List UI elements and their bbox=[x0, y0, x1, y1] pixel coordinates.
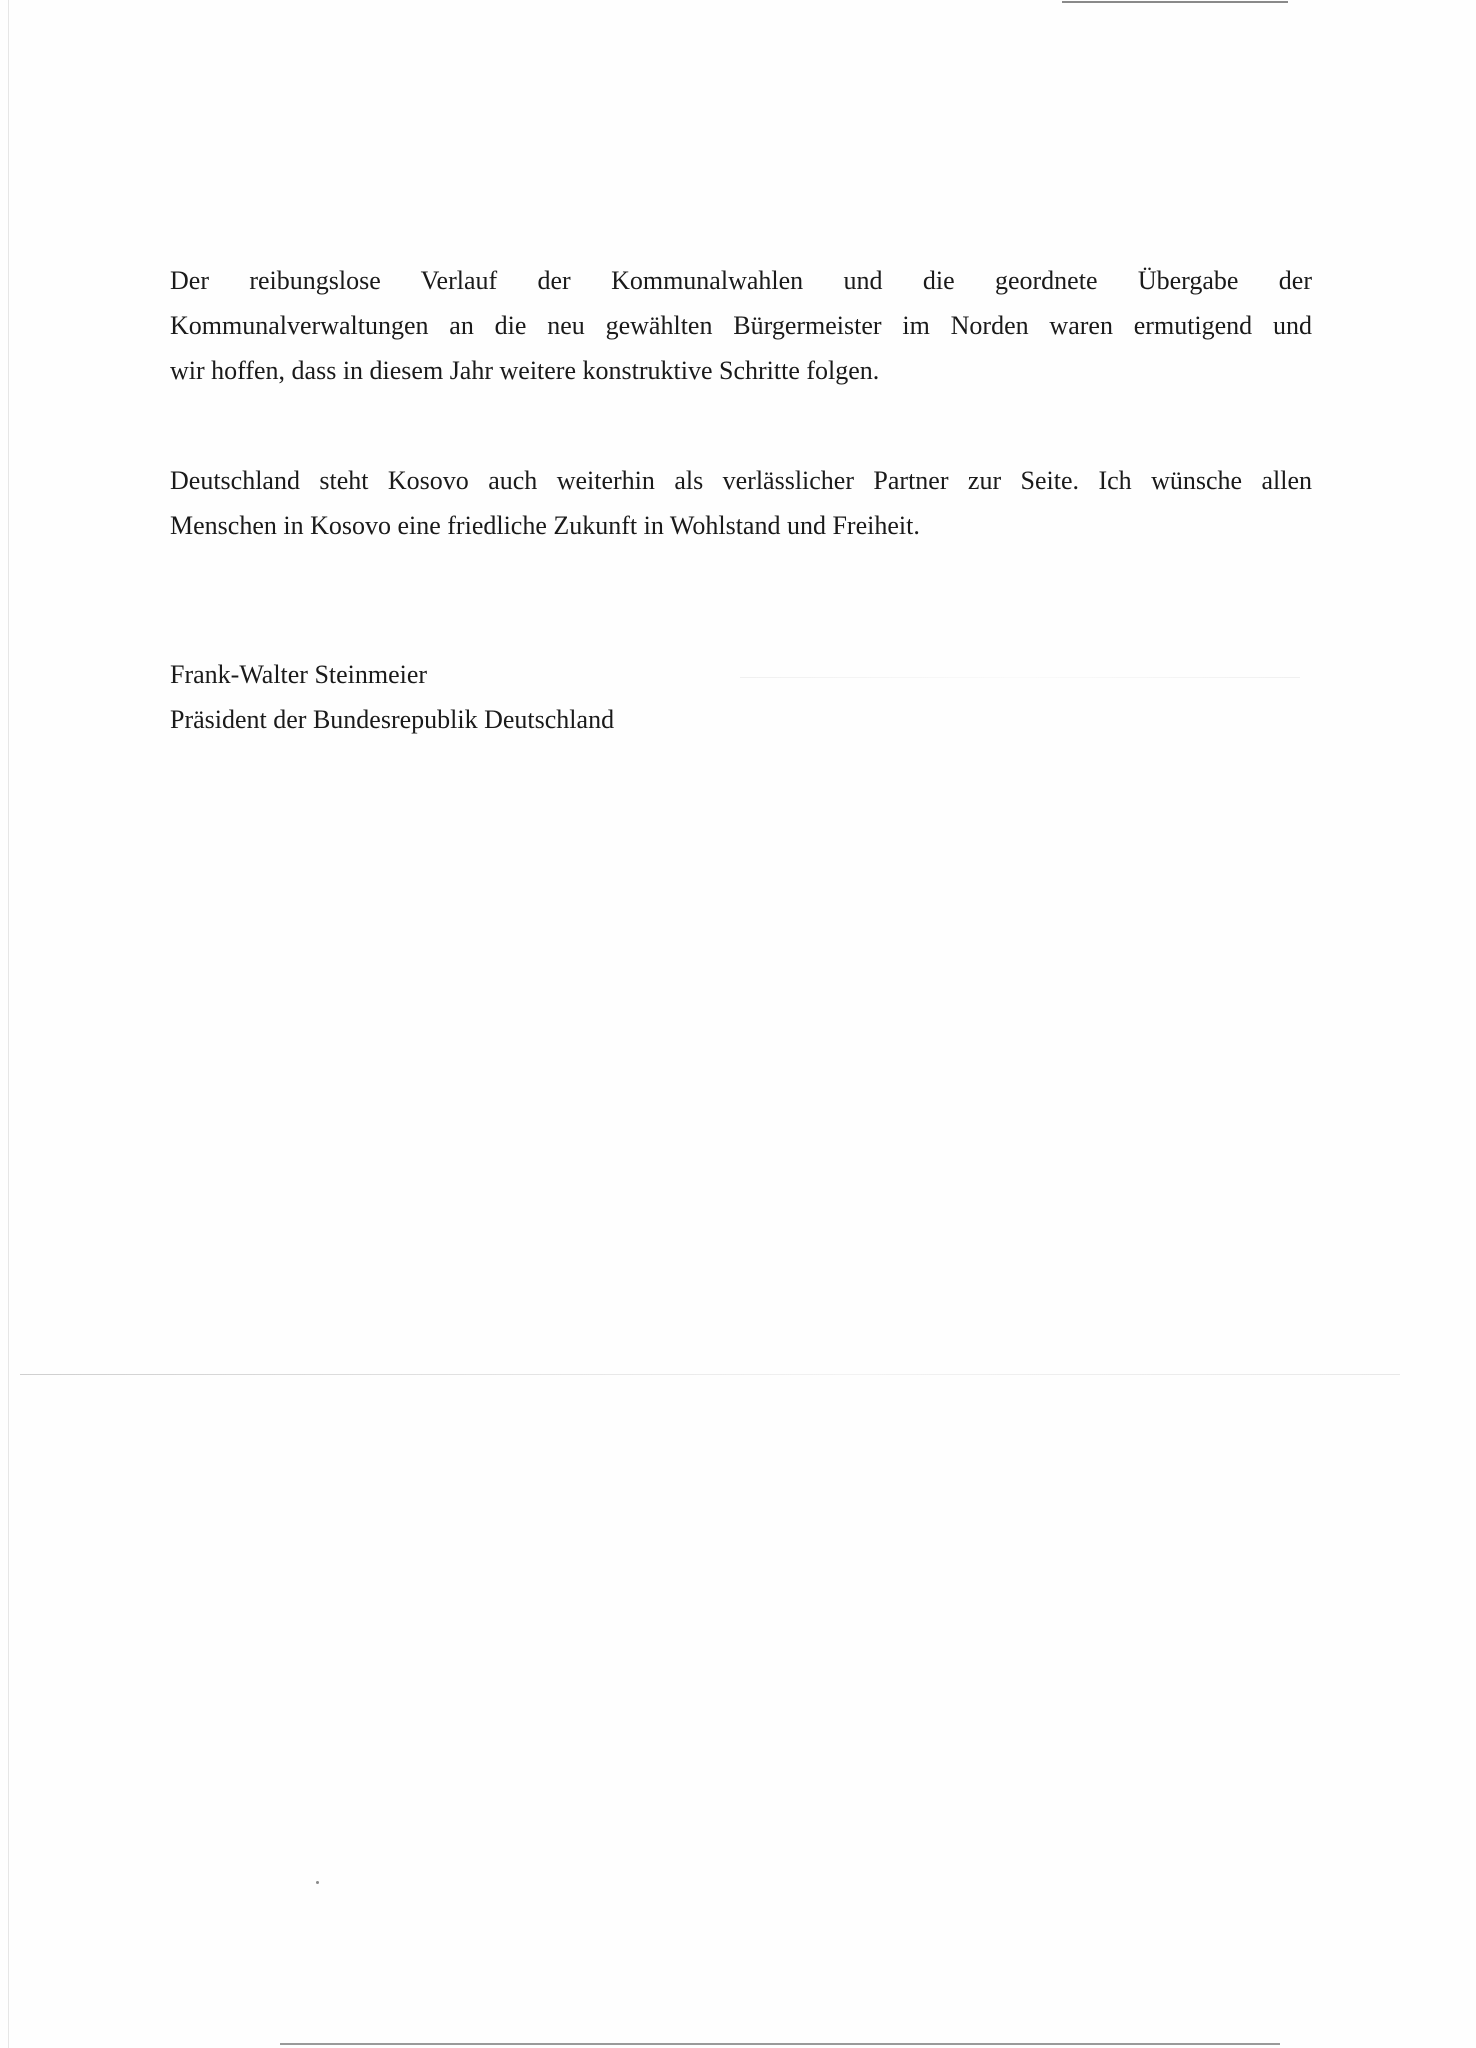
paragraph-line: Der reibungslose Verlauf der Kommunalwahlen und die geordnete Übergabe der bbox=[170, 266, 1312, 295]
scan-top-line-artifact bbox=[1062, 1, 1288, 3]
paragraph-elections bbox=[170, 258, 1312, 393]
scan-bottom-line-artifact bbox=[280, 2043, 1280, 2045]
signature-block bbox=[170, 652, 614, 742]
paragraph-line: Deutschland steht Kosovo auch weiterhin als verlässlicher Partner zur Seite. Ich wünsche allen bbox=[170, 466, 1312, 495]
paragraph-line: Menschen in Kosovo eine friedliche Zukunft in Wohlstand und Freiheit. bbox=[170, 511, 920, 540]
signatory-name: Frank-Walter Steinmeier bbox=[170, 660, 428, 689]
paragraph-line: wir hoffen, dass in diesem Jahr weitere konstruktive Schritte folgen. bbox=[170, 356, 880, 385]
scan-dot-artifact bbox=[316, 1881, 319, 1884]
signatory-title: Präsident der Bundesrepublik Deutschland bbox=[170, 705, 615, 734]
scan-faint-line-artifact bbox=[740, 677, 1300, 678]
paragraph-line: Kommunalverwaltungen an die neu gewählten Bürgermeister im Norden waren ermutigend und bbox=[170, 311, 1312, 340]
scan-edge-artifact bbox=[8, 0, 9, 2048]
scan-fold-line-artifact bbox=[20, 1374, 1400, 1375]
paragraph-partnership bbox=[170, 458, 1312, 548]
